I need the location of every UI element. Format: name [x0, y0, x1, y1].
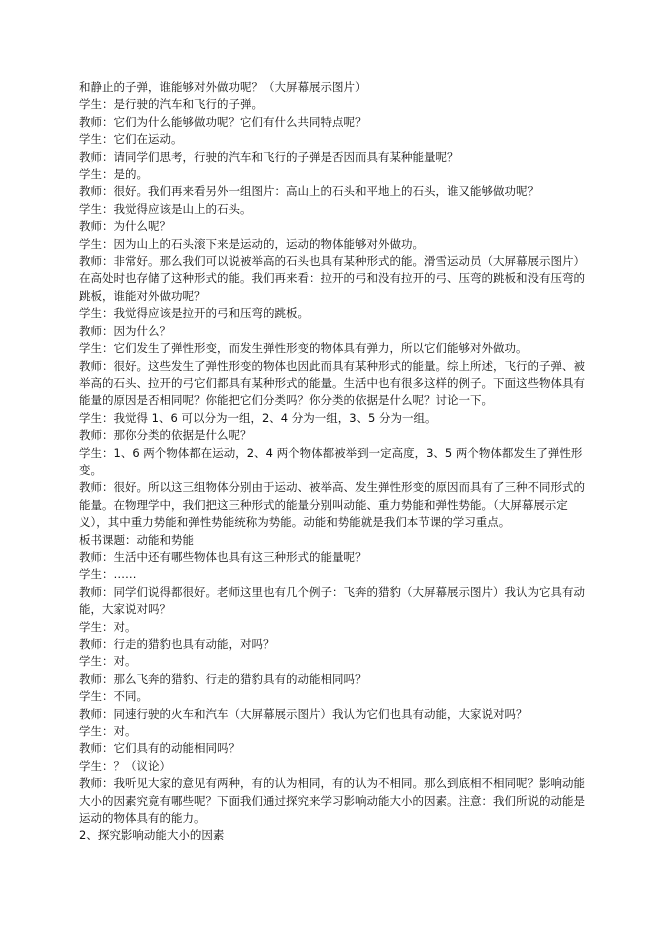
paragraph: 学生：我觉得应该是山上的石头。 — [79, 201, 252, 216]
paragraph: 学生：？（议论） — [79, 758, 171, 773]
paragraph: 教师：为什么呢？ — [79, 219, 171, 234]
paragraph: 板书课题：动能和势能 — [79, 532, 194, 547]
paragraph: 学生：…… — [79, 567, 137, 582]
paragraph: 学生：对。 — [79, 654, 137, 669]
paragraph: 教师：那你分类的依据是什么呢？ — [79, 428, 252, 443]
paragraph: 教师：请同学们思考，行驶的汽车和飞行的子弹是否因而具有某种能量呢？ — [79, 149, 459, 164]
paragraph: 教师：很好。所以这三组物体分别由于运动、被举高、发生弹性形变的原因而具有了三种不同形式的能量。在物理学中，我们把这三种形式的能量分别叫动能、重力势能和弹性势能。（大屏幕展示定义），其中重力势能和弹性势能统称为势能。动能和势能就是我们本节课的学习重点。 — [79, 480, 585, 530]
paragraph: 教师：那么飞奔的猎豹、行走的猎豹具有的动能相同吗？ — [79, 671, 367, 686]
paragraph: 教师：生活中还有哪些物体也具有这三种形式的能量呢？ — [79, 549, 367, 564]
paragraph: 教师：行走的猎豹也具有动能，对吗？ — [79, 637, 275, 651]
paragraph: 学生：因为山上的石头滚下来是运动的，运动的物体能够对外做功。 — [79, 236, 424, 251]
paragraph: 教师：同学们说得都很好。老师这里也有几个例子：飞奔的猎豹（大屏幕展示图片）我认为它具有动能，大家说对吗？ — [79, 584, 585, 617]
paragraph: 和静止的子弹，谁能够对外做功呢？（大屏幕展示图片） — [79, 80, 367, 94]
paragraph: 教师：因为什么？ — [79, 323, 171, 338]
paragraph: 学生：它们在运动。 — [79, 132, 183, 147]
paragraph: 教师：我听见大家的意见有两种，有的认为相同，有的认为不相同。那么到底相不相同呢？影响动能大小的因素究竟有哪些呢？下面我们通过探究来学习影响动能大小的因素。注意：我们所说的动能是运动的物体具有的能力。 — [79, 776, 585, 826]
paragraph: 学生：对。 — [79, 724, 137, 739]
paragraph: 学生：对。 — [79, 619, 137, 634]
paragraph: 教师：它们具有的动能相同吗？ — [79, 741, 240, 756]
paragraph: 2、探究影响动能大小的因素 — [79, 828, 225, 843]
paragraph: 学生：不同。 — [79, 689, 148, 704]
paragraph: 教师：非常好。那么我们可以说被举高的石头也具有某种形式的能。滑雪运动员（大屏幕展示图片）在高处时也存储了这种形式的能。我们再来看：拉开的弓和没有拉开的弓、压弯的跳板和没有压弯的跳板，谁能对外做功呢？ — [79, 254, 585, 303]
paragraph: 教师：它们为什么能够做功呢？它们有什么共同特点呢？ — [79, 114, 367, 129]
paragraph: 教师：很好。我们再来看另外一组图片：高山上的石头和平地上的石头，谁又能够做功呢？ — [79, 184, 539, 199]
paragraph: 学生：我觉得 1、6 可以分为一组，2、4 分为一组，3、5 分为一组。 — [79, 410, 437, 425]
paragraph: 教师：同速行驶的火车和汽车（大屏幕展示图片）我认为它们也具有动能，大家说对吗？ — [79, 706, 528, 721]
paragraph: 学生：1、6 两个物体都在运动，2、4 两个物体都被举到一定高度，3、5 两个物体都发生了弹性形变。 — [79, 445, 583, 477]
paragraph: 学生：是的。 — [79, 167, 148, 182]
paragraph: 学生：它们发生了弹性形变，而发生弹性形变的物体具有弹力，所以它们能够对外做功。 — [79, 341, 528, 356]
paragraph: 教师：很好。这些发生了弹性形变的物体也因此而具有某种形式的能量。综上所述，飞行的子弹、被举高的石头、拉开的弓它们都具有某种形式的能量。生活中也有很多这样的例子。下面这些物体具有能量的原因是否相同呢？你能把它们分类吗？你分类的依据是什么呢？讨论一下。 — [79, 358, 585, 408]
document-page — [79, 79, 585, 845]
paragraph: 学生：我觉得应该是拉开的弓和压弯的跳板。 — [79, 306, 309, 321]
paragraph: 学生：是行驶的汽车和飞行的子弹。 — [79, 97, 263, 112]
